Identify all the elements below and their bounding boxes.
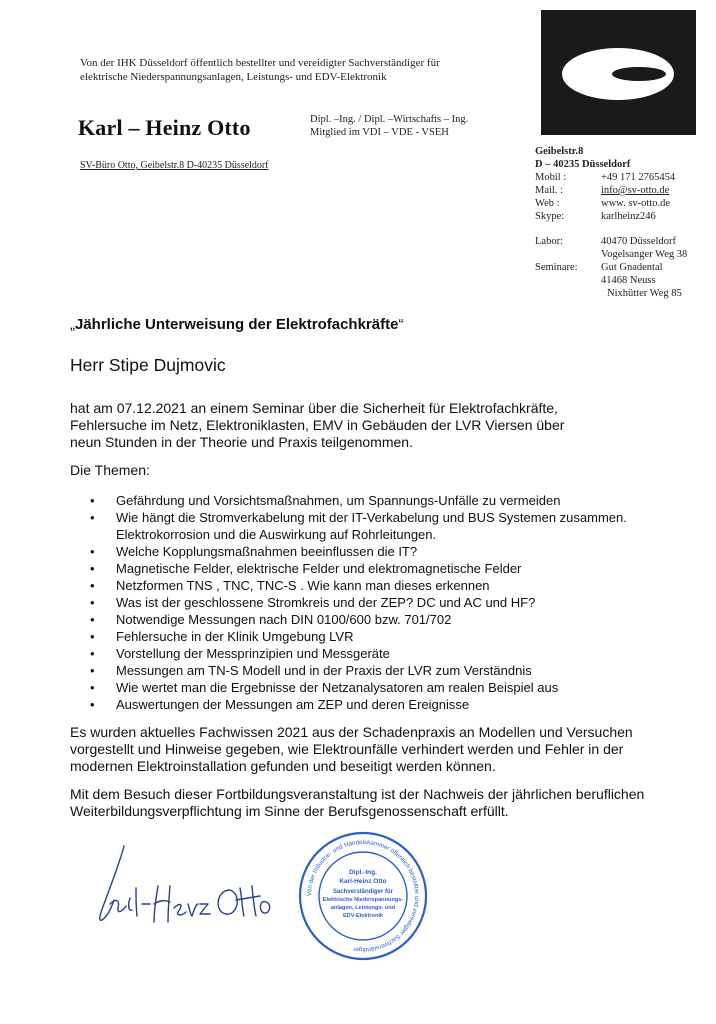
seminare-line-2: 41468 Neuss [601,275,656,286]
svg-text:Karl-Heinz Otto: Karl-Heinz Otto [339,878,387,885]
seminare-line-1: Gut Gnadental [601,262,663,273]
list-item [90,543,650,560]
website-link[interactable]: www. sv-otto.de [601,198,671,209]
intro-paragraph [70,400,650,451]
topic-text: Auswertungen der Messungen am ZEP und deren Ereignisse [116,697,470,712]
bullet-icon: • [90,561,95,576]
bullet-icon: • [90,680,95,695]
contact-row-seminare-3 [535,287,716,300]
bullet-icon: • [90,595,95,610]
list-item [90,611,650,628]
contact-label: Mail. : [535,185,563,196]
degrees-line-1: Dipl. –Ing. / Dipl. –Wirtschafts – Ing. [310,114,469,125]
bullet-icon: • [90,493,95,508]
ihk-statement [80,56,500,84]
list-item [90,577,650,594]
email-link[interactable]: info@sv-otto.de [601,185,670,196]
svg-text:Sachverständiger für: Sachverständiger für [332,889,394,895]
svg-text:anlagen, Leistungs- und: anlagen, Leistungs- und [330,905,396,911]
ihk-line-1: Von der IHK Düsseldorf öffentlich bestellter und vereidigter Sachverständiger für [80,57,440,69]
list-item [90,679,650,696]
contact-row-labor-2 [535,248,716,261]
title-close-quote: “ [398,316,404,333]
topic-text: Vorstellung der Messprinzipien und Messgeräte [116,646,390,661]
topic-text: Wie hängt die Stromverkabelung mit der IT-Verkabelung und BUS Systemen zusammen. Elektrokorrosion und die Auswirkung auf Rohrleitungen. [116,510,627,542]
contact-row-mobile [535,171,716,184]
closing-paragraph [70,724,650,775]
topic-text: Gefährdung und Vorsichtsmaßnahmen, um Spannungs-Unfälle zu vermeiden [116,493,561,508]
intro-line-2: Fehlersuche im Netz, Elektroniklasten, EMV in Gebäuden der LVR Viersen über [70,417,565,433]
contact-label: Skype: [535,211,565,222]
spacer [535,248,601,261]
contact-label: Mobil : [535,172,567,183]
contact-row-mail [535,184,716,197]
topic-text: Welche Kopplungsmaßnahmen beeinflussen die IT? [116,544,418,559]
list-item [90,662,650,679]
contact-mobile: +49 171 2765454 [601,172,676,183]
contact-skype: karlheinz246 [601,211,656,222]
topic-text: Was ist der geschlossene Stromkreis und der ZEP? DC und AC und HF? [116,595,536,610]
closing-line-3: modernen Elektroinstallation gefunden und beseitigt werden können. [70,758,496,774]
labor-label: Labor: [535,236,563,247]
topic-text: Fehlersuche in der Klinik Umgebung LVR [116,629,354,644]
signature [90,842,290,932]
topics-list [90,492,650,713]
contact-street: Geibelstr.8 [535,146,584,157]
sender-degrees [310,113,468,139]
list-item [90,628,650,645]
svg-text:Von der Industrie- und Handels: Von der Industrie- und Handelskammer öffentlich bestellter und vereidigter Sachverständiger [305,838,421,954]
topic-text: Messungen am TN-S Modell und in der Praxis der LVR zum Verständnis [116,663,532,678]
labor-line-1: 40470 Düsseldorf [601,236,676,247]
recipient-name: Herr Stipe Dujmovic [70,355,226,375]
topic-text: Magnetische Felder, elektrische Felder und elektromagnetische Felder [116,561,522,576]
contact-row-seminare-2 [535,274,716,287]
title-open-quote: „ [70,316,75,333]
bullet-icon: • [90,646,95,661]
spacer [535,274,601,287]
spacer [535,287,601,300]
closing-line-2: vorgestellt und Hinweise gegeben, wie Elektrounfälle verhindert werden und Fehler in der [70,741,624,757]
list-item [90,696,650,713]
contact-label: Web : [535,198,560,209]
svg-text:EDV-Elektronik: EDV-Elektronik [342,913,384,919]
list-item [90,492,650,509]
seminare-label: Seminare: [535,262,578,273]
contact-city: D – 40235 Düsseldorf [535,159,631,170]
seal-stamp [297,830,429,962]
svg-text:Elektrische Niederspannungs-: Elektrische Niederspannungs- [322,897,404,903]
ihk-line-2: elektrische Niederspannungsanlagen, Leistungs- und EDV-Elektronik [80,71,387,83]
bullet-icon: • [90,697,95,712]
logo-ring-shape [562,48,674,100]
degrees-line-2: Mitglied im VDI – VDE - VSEH [310,127,449,138]
intro-line-3: neun Stunden in der Theorie und Praxis teilgenommen. [70,434,413,450]
contact-row-labor [535,235,716,248]
bullet-icon: • [90,612,95,627]
seminare-line-3: Nixhütter Weg 85 [607,288,682,299]
closing-line-1: Es wurden aktuelles Fachwissen 2021 aus der Schadenpraxis an Modellen und Versuchen [70,724,633,740]
bullet-icon: • [90,663,95,678]
topic-text: Wie wertet man die Ergebnisse der Netzanalysatoren am realen Beispiel aus [116,680,559,695]
contact-row-seminare [535,261,716,274]
bullet-icon: • [90,510,95,525]
document-title [70,316,403,333]
list-item [90,645,650,662]
title-text: Jährliche Unterweisung der Elektrofachkräfte [75,316,399,333]
return-address: SV-Büro Otto, Geibelstr.8 D-40235 Düsseldorf [80,160,269,171]
bullet-icon: • [90,629,95,644]
list-item [90,509,650,543]
labor-line-2: Vogelsanger Weg 38 [601,249,688,260]
company-logo [541,10,696,135]
themes-label: Die Themen: [70,462,150,478]
contact-block [535,145,716,300]
svg-text:Dipl.-Ing.: Dipl.-Ing. [349,869,377,876]
logo-hole-shape [612,67,666,81]
contact-row-skype [535,210,716,223]
bullet-icon: • [90,578,95,593]
topic-text: Notwendige Messungen nach DIN 0100/600 bzw. 701/702 [116,612,452,627]
final-line-1: Mit dem Besuch dieser Fortbildungsveranstaltung ist der Nachweis der jährlichen beruflichen [70,786,645,802]
contact-row-web [535,197,716,210]
intro-line-1: hat am 07.12.2021 an einem Seminar über die Sicherheit für Elektrofachkräfte, [70,400,558,416]
sender-name: Karl – Heinz Otto [78,115,251,140]
list-item [90,594,650,611]
final-line-2: Weiterbildungsverpflichtung im Sinne der Berufsgenossenschaft erfüllt. [70,803,509,819]
topic-text: Netzformen TNS , TNC, TNC-S . Wie kann man dieses erkennen [116,578,490,593]
list-item [90,560,650,577]
final-paragraph [70,786,650,820]
bullet-icon: • [90,544,95,559]
